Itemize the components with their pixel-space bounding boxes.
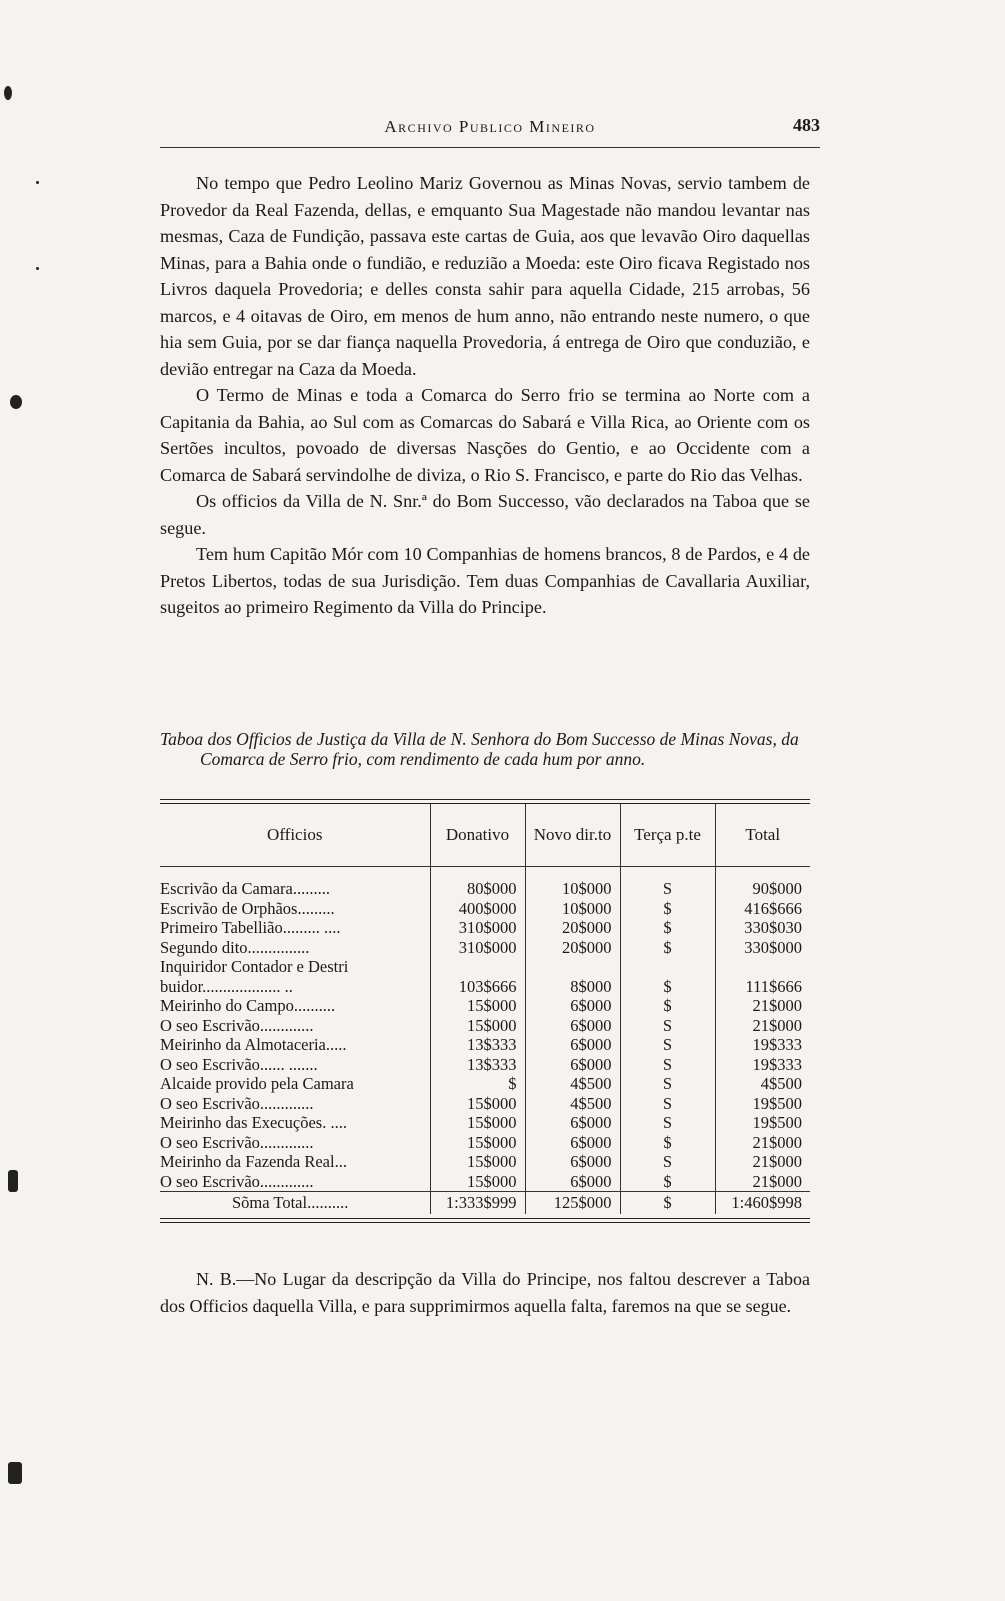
table-bottom-rule — [160, 1218, 810, 1219]
terca-parte-cell: S — [620, 1113, 715, 1133]
scan-speck — [36, 181, 39, 184]
table-row — [160, 1016, 810, 1036]
novo-direito-cell: 6$000 — [525, 1055, 620, 1075]
table-row — [160, 1055, 810, 1075]
terca-parte-cell: S — [620, 1016, 715, 1036]
total-cell: 21$000 — [715, 1133, 810, 1153]
offices-table-grid — [160, 804, 810, 1214]
terca-parte-cell: $ — [620, 996, 715, 1016]
total-cell: 21$000 — [715, 1172, 810, 1192]
paragraph: No tempo que Pedro Leolino Mariz Governou as Minas Novas, servio tambem de Provedor da Real Fazenda, dellas, e emquanto Sua Magestade não mandou levantar nas mesmas, Caza de Fundição, passava este cartas de Guia, aos que levavão Oiro daquellas Minas, para a Bahia onde o fundião, e reduzião a Moeda: este Oiro ficava Registado nos Livros daquela Provedoria; e delles consta sahir para aquella Cidade, 215 arrobas, 56 marcos, e 4 oitavas de Oiro, em menos de hum anno, não entrando neste numero, o que hia sem Guia, por se dar fiança naquella Provedoria, á entrega de Oiro que conduzião, e devião entregar na Caza da Moeda. — [160, 173, 810, 379]
table-row — [160, 938, 810, 958]
page-number: 483 — [793, 115, 820, 135]
office-name-cell: Escrivão da Camara......... — [160, 879, 330, 898]
scan-speck — [4, 86, 12, 100]
terca-parte-cell: S — [620, 1035, 715, 1055]
terca-parte-cell: S — [620, 1055, 715, 1075]
paragraph: Os officios da Villa de N. Snr.ª do Bom Successo, vão declarados na Taboa que se segue. — [160, 491, 810, 538]
donativo-cell: $ — [430, 1074, 525, 1094]
terca-parte-cell: $ — [620, 918, 715, 938]
office-name-cell: Escrivão de Orphãos......... — [160, 898, 335, 918]
table-row — [160, 1152, 810, 1172]
separator-cell — [430, 867, 525, 880]
donativo-cell: 15$000 — [430, 1152, 525, 1172]
scan-speck — [8, 1462, 22, 1484]
total-row — [160, 1192, 810, 1214]
total-cell — [715, 957, 810, 977]
col-header-donativo: Donativo — [430, 804, 525, 867]
total-cell: 19$500 — [715, 1113, 810, 1133]
col-header-total: Total — [715, 804, 810, 867]
terca-parte-cell: $ — [620, 1172, 715, 1192]
total-cell: 111$666 — [715, 977, 810, 997]
footnote-text: N. B.—No Lugar da descripção da Villa do Principe, nos faltou descrever a Taboa dos Officios daquella Villa, e para supprimirmos aquella falta, faremos na que se segue. — [160, 1269, 810, 1316]
novo-direito-cell: 6$000 — [525, 996, 620, 1016]
total-cell: 416$666 — [715, 899, 810, 919]
table-top-rule — [160, 799, 810, 800]
donativo-cell: 13$333 — [430, 1035, 525, 1055]
novo-direito-cell: 6$000 — [525, 1016, 620, 1036]
separator-cell — [620, 867, 715, 880]
novo-direito-cell: 6$000 — [525, 1113, 620, 1133]
donativo-cell: 15$000 — [430, 1172, 525, 1192]
table-row — [160, 977, 810, 997]
novo-direito-cell: 20$000 — [525, 938, 620, 958]
office-name-cell: Meirinho da Almotaceria..... — [160, 1035, 347, 1054]
total-donativo-cell: 1:333$999 — [430, 1192, 525, 1214]
novo-direito-cell: 8$000 — [525, 977, 620, 997]
col-header-terca-parte: Terça p.te — [620, 804, 715, 867]
table-header-row — [160, 804, 810, 867]
total-terca-parte-cell: $ — [620, 1192, 715, 1214]
body-text — [160, 170, 810, 621]
office-name-cell: Meirinho da Fazenda Real... — [160, 1152, 347, 1171]
novo-direito-cell: 6$000 — [525, 1172, 620, 1192]
office-name-cell: Inquiridor Contador e Destri — [160, 957, 349, 976]
total-novo-direito-cell: 125$000 — [525, 1192, 620, 1214]
donativo-cell: 15$000 — [430, 1094, 525, 1114]
total-cell: 90$000 — [715, 879, 810, 899]
separator-cell — [715, 867, 810, 880]
terca-parte-cell: $ — [620, 938, 715, 958]
table-row — [160, 879, 810, 899]
office-name-cell: O seo Escrivão............. — [160, 1132, 314, 1152]
table-row — [160, 957, 810, 977]
office-name-cell: O seo Escrivão............. — [160, 1015, 314, 1035]
scan-speck — [8, 1170, 18, 1192]
donativo-cell: 103$666 — [430, 977, 525, 997]
office-name-cell: O seo Escrivão............. — [160, 1093, 314, 1113]
table-row — [160, 918, 810, 938]
total-cell: 330$000 — [715, 938, 810, 958]
donativo-cell: 15$000 — [430, 1133, 525, 1153]
office-name-cell: Meirinho do Campo.......... — [160, 996, 336, 1015]
office-name-cell: Alcaide provido pela Camara — [160, 1074, 354, 1093]
donativo-cell: 15$000 — [430, 1016, 525, 1036]
terca-parte-cell: S — [620, 879, 715, 899]
paragraph: O Termo de Minas e toda a Comarca do Serro frio se termina ao Norte com a Capitania da Bahia, ao Sul com as Comarcas do Sabará e Villa Rica, ao Oriente com os Sertões incultos, povoado de diversas Nasções do Gentio, e ao Occidente com a Comarca de Sabará servindolhe de diviza, o Rio S. Francisco, e parte do Rio das Velhas. — [160, 385, 810, 485]
total-cell: 19$333 — [715, 1055, 810, 1075]
novo-direito-cell: 6$000 — [525, 1035, 620, 1055]
donativo-cell: 15$000 — [430, 996, 525, 1016]
total-cell: 19$500 — [715, 1094, 810, 1114]
terca-parte-cell: $ — [620, 1133, 715, 1153]
footnote — [160, 1266, 810, 1319]
novo-direito-cell: 6$000 — [525, 1152, 620, 1172]
header-separator — [160, 867, 810, 880]
table-row — [160, 1133, 810, 1153]
table-row — [160, 1035, 810, 1055]
office-name-cell: O seo Escrivão...... ....... — [160, 1054, 318, 1074]
donativo-cell: 15$000 — [430, 1113, 525, 1133]
table-bottom-rule — [160, 1222, 810, 1223]
donativo-cell: 310$000 — [430, 918, 525, 938]
terca-parte-cell: S — [620, 1074, 715, 1094]
donativo-cell: 80$000 — [430, 879, 525, 899]
office-name-cell: Meirinho das Execuções. .... — [160, 1113, 347, 1132]
separator-cell — [160, 867, 430, 880]
terca-parte-cell: $ — [620, 899, 715, 919]
office-name-cell: Primeiro Tabellião......... .... — [160, 918, 341, 937]
separator-cell — [525, 867, 620, 880]
table-row — [160, 1113, 810, 1133]
total-cell: 21$000 — [715, 1016, 810, 1036]
page-header — [160, 113, 820, 148]
novo-direito-cell: 20$000 — [525, 918, 620, 938]
donativo-cell: 310$000 — [430, 938, 525, 958]
novo-direito-cell: 4$500 — [525, 1094, 620, 1114]
donativo-cell: 13$333 — [430, 1055, 525, 1075]
novo-direito-cell: 4$500 — [525, 1074, 620, 1094]
terca-parte-cell: S — [620, 1152, 715, 1172]
table-row — [160, 899, 810, 919]
scan-speck — [36, 267, 39, 270]
table-row — [160, 996, 810, 1016]
terca-parte-cell: $ — [620, 977, 715, 997]
office-name-cell: Segundo dito............... — [160, 937, 310, 957]
offices-table — [160, 799, 810, 1223]
terca-parte-cell — [620, 957, 715, 977]
col-header-novo-direito: Novo dir.to — [525, 804, 620, 867]
total-cell: 19$333 — [715, 1035, 810, 1055]
total-cell: 4$500 — [715, 1074, 810, 1094]
paragraph: Tem hum Capitão Mór com 10 Companhias de homens brancos, 8 de Pardos, e 4 de Pretos Libertos, todas de sua Jurisdição. Tem duas Companhias de Cavallaria Auxiliar, sugeitos ao primeiro Regimento da Villa do Principe. — [160, 544, 810, 617]
novo-direito-cell: 10$000 — [525, 899, 620, 919]
donativo-cell: 400$000 — [430, 899, 525, 919]
novo-direito-cell: 10$000 — [525, 879, 620, 899]
office-name-cell: O seo Escrivão............. — [160, 1171, 314, 1191]
table-row — [160, 1094, 810, 1114]
total-cell: 21$000 — [715, 996, 810, 1016]
donativo-cell — [430, 957, 525, 977]
running-title: Archivo Publico Mineiro — [384, 117, 596, 136]
col-header-officios: Officios — [267, 825, 323, 844]
total-cell: 330$030 — [715, 918, 810, 938]
terca-parte-cell: S — [620, 1094, 715, 1114]
novo-direito-cell: 6$000 — [525, 1133, 620, 1153]
table-row — [160, 1172, 810, 1192]
total-label-cell: Sõma Total.......... — [232, 1193, 349, 1212]
table-row — [160, 1074, 810, 1094]
office-name-cell: buidor................... .. — [160, 976, 293, 996]
scan-speck — [10, 395, 22, 409]
novo-direito-cell — [525, 957, 620, 977]
total-cell: 21$000 — [715, 1152, 810, 1172]
table-caption: Taboa dos Officios de Justiça da Villa de N. Senhora do Bom Successo de Minas Novas, da Comarca de Serro frio, com rendimento de cada hum por anno. — [160, 729, 799, 769]
grand-total-cell: 1:460$998 — [715, 1192, 810, 1214]
